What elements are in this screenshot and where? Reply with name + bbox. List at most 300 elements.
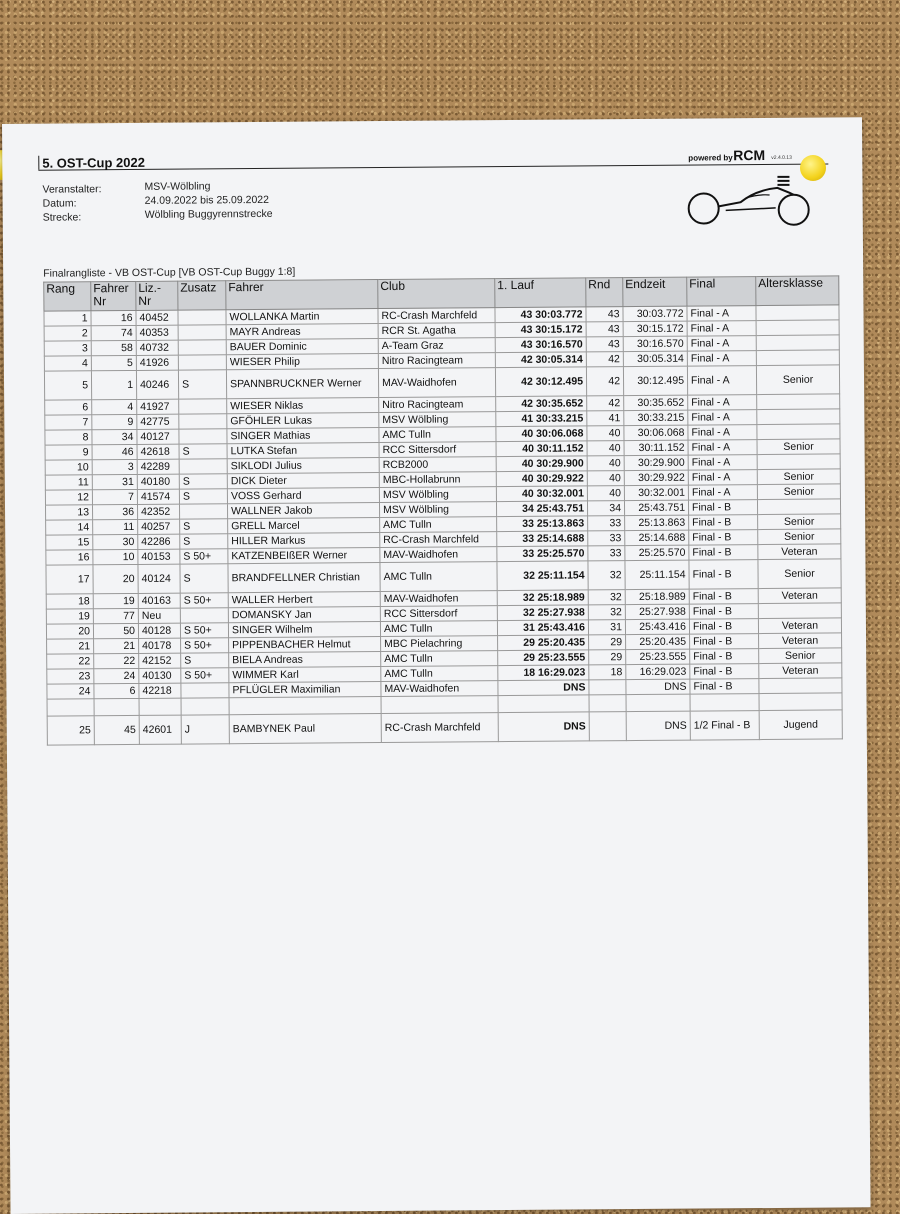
cell-fahrer: SPANNBRUCKNER Werner <box>226 369 378 399</box>
cell-club: AMC Tulln <box>381 651 498 667</box>
cell-fahrer-nr: 21 <box>94 638 139 653</box>
cell-altersklasse: Veteran <box>758 544 841 560</box>
cell-final: Final - A <box>688 425 757 441</box>
cell-club: MAV-Waidhofen <box>381 681 498 697</box>
cell-zusatz: S <box>180 534 228 549</box>
cell-liz-nr <box>139 698 181 715</box>
cell-rnd: 40 <box>587 471 624 486</box>
cell-rang: 11 <box>45 475 92 490</box>
cell-endzeit: 30:35.652 <box>624 395 688 411</box>
cell-altersklasse: Senior <box>758 559 841 589</box>
cell-altersklasse <box>756 320 839 336</box>
cell-fahrer-nr: 74 <box>91 325 136 340</box>
cell-fahrer: WIESER Niklas <box>227 398 379 414</box>
cell-fahrer: DICK Dieter <box>227 473 379 489</box>
cell-zusatz: S <box>180 519 228 534</box>
cell-liz-nr: 42218 <box>139 683 181 698</box>
cell-altersklasse: Jugend <box>759 710 842 740</box>
cell-rang: 24 <box>47 684 94 699</box>
cell-endzeit: 25:23.555 <box>626 649 690 665</box>
cell-rang: 16 <box>46 550 93 565</box>
cell-final: Final - B <box>688 500 757 516</box>
cell-lauf: 29 25:20.435 <box>498 635 589 651</box>
cell-altersklasse <box>757 409 840 425</box>
col-header-fahrer-nr: Fahrer Nr <box>91 281 136 310</box>
cell-rang: 7 <box>45 415 92 430</box>
cell-lauf: 40 30:29.900 <box>496 456 587 472</box>
cell-endzeit: 25:43.416 <box>625 619 689 635</box>
cell-endzeit: 25:20.435 <box>626 634 690 650</box>
col-header-fahrer: Fahrer <box>226 280 378 310</box>
cell-liz-nr: 40257 <box>138 519 180 534</box>
cell-fahrer: SIKLODI Julius <box>227 458 379 474</box>
cell-lauf: 43 30:15.172 <box>495 322 586 338</box>
cell-zusatz <box>180 608 228 623</box>
cell-final: 1/2 Final - B <box>690 711 759 741</box>
cell-rnd: 33 <box>588 516 625 531</box>
cell-fahrer: WIMMER Karl <box>229 667 381 683</box>
cell-fahrer: GFÖHLER Lukas <box>227 413 379 429</box>
cell-liz-nr: 41574 <box>137 489 179 504</box>
brand-name: RCM <box>733 147 766 164</box>
cell-rnd: 40 <box>587 456 624 471</box>
cell-altersklasse <box>756 335 839 351</box>
cell-fahrer-nr: 6 <box>94 683 139 698</box>
cell-rnd: 31 <box>588 620 625 635</box>
table-row <box>47 710 842 745</box>
cell-fahrer-nr: 45 <box>94 715 139 744</box>
cell-fahrer <box>229 697 381 715</box>
cell-endzeit: 30:05.314 <box>623 351 687 367</box>
cell-endzeit: 30:15.172 <box>623 321 687 337</box>
cell-fahrer-nr: 24 <box>94 668 139 683</box>
cell-fahrer-nr: 46 <box>92 444 137 459</box>
rc-buggy-logo-icon <box>685 168 815 229</box>
cell-final: Final - B <box>690 634 759 650</box>
cell-endzeit: 25:13.863 <box>625 515 689 531</box>
cell-zusatz <box>181 683 229 698</box>
cell-club: AMC Tulln <box>380 517 497 533</box>
cell-final: Final - A <box>688 455 757 471</box>
cell-rnd: 18 <box>589 665 626 680</box>
cell-fahrer-nr: 58 <box>91 340 136 355</box>
cell-club: AMC Tulln <box>381 666 498 682</box>
col-header-altersklasse: Altersklasse <box>756 276 839 306</box>
col-header-liz-nr: Liz.- Nr <box>136 281 178 310</box>
cell-liz-nr: 41927 <box>137 399 179 414</box>
cell-rang: 1 <box>44 311 91 326</box>
meta-label-track: Strecke: <box>42 211 82 224</box>
cell-altersklasse <box>757 424 840 440</box>
cell-final: Final - B <box>689 560 758 590</box>
cell-final: Final - A <box>688 410 757 426</box>
cell-final: Final - A <box>688 485 757 501</box>
cell-altersklasse <box>759 693 842 711</box>
col-header-zusatz: Zusatz <box>178 281 226 310</box>
cell-lauf: 32 25:18.989 <box>497 590 588 606</box>
cell-altersklasse: Senior <box>757 469 840 485</box>
cell-rang: 9 <box>45 445 92 460</box>
cell-endzeit: 30:12.495 <box>623 366 687 396</box>
cell-lauf: 29 25:23.555 <box>498 650 589 666</box>
cell-fahrer: PIPPENBACHER Helmut <box>229 637 381 653</box>
cell-final: Final - B <box>690 649 759 665</box>
cell-club: RCC Sittersdorf <box>379 442 496 458</box>
cell-liz-nr: 40128 <box>138 623 180 638</box>
cell-endzeit: 30:16.570 <box>623 336 687 352</box>
cell-fahrer: HILLER Markus <box>228 533 380 549</box>
cell-fahrer: BAUER Dominic <box>226 339 378 355</box>
powered-by-label: powered by <box>688 153 733 163</box>
cell-fahrer: WALLNER Jakob <box>227 503 379 519</box>
cell-lauf: 32 25:11.154 <box>497 561 588 591</box>
cell-zusatz: S 50+ <box>180 593 228 608</box>
cell-rnd: 42 <box>586 367 623 396</box>
meta-label-organizer: Veranstalter: <box>42 183 102 196</box>
cell-fahrer-nr: 3 <box>92 459 137 474</box>
cell-club: MAV-Waidhofen <box>380 547 497 563</box>
cell-rnd: 40 <box>587 486 624 501</box>
cell-rang: 3 <box>44 341 91 356</box>
cell-rnd: 40 <box>587 441 624 456</box>
cell-endzeit: DNS <box>626 679 690 695</box>
cell-liz-nr: 40732 <box>136 340 178 355</box>
cell-rnd <box>589 695 626 712</box>
cell-lauf: 41 30:33.215 <box>496 411 587 427</box>
cell-club: AMC Tulln <box>380 562 497 592</box>
cell-liz-nr: 40246 <box>136 370 178 399</box>
cell-fahrer: SINGER Mathias <box>227 428 379 444</box>
cell-zusatz: S <box>179 474 227 489</box>
cell-endzeit: 25:25.570 <box>625 545 689 561</box>
results-table <box>43 275 843 745</box>
cell-altersklasse: Veteran <box>759 633 842 649</box>
cell-altersklasse <box>757 454 840 470</box>
cell-fahrer: WIESER Philip <box>226 354 378 370</box>
cell-altersklasse: Veteran <box>758 588 841 604</box>
cell-final: Final - B <box>690 664 759 680</box>
cell-rang: 13 <box>45 505 92 520</box>
cell-club: MSV Wölbling <box>379 502 496 518</box>
cell-endzeit: 30:32.001 <box>624 485 688 501</box>
cell-fahrer-nr <box>94 698 139 715</box>
col-header-final: Final <box>687 277 756 307</box>
cell-club: Nitro Racingteam <box>379 397 496 413</box>
cell-liz-nr: 40124 <box>138 564 180 593</box>
cell-fahrer-nr: 7 <box>92 489 137 504</box>
cell-fahrer-nr: 1 <box>91 370 136 399</box>
cell-club: MBC Pielachring <box>381 636 498 652</box>
cell-fahrer-nr: 20 <box>93 564 138 593</box>
cell-lauf: 33 25:25.570 <box>497 546 588 562</box>
cell-altersklasse: Senior <box>757 439 840 455</box>
cell-rang: 25 <box>47 716 94 745</box>
cell-fahrer-nr: 19 <box>93 593 138 608</box>
cell-rnd: 33 <box>588 531 625 546</box>
cell-lauf: 40 30:06.068 <box>496 426 587 442</box>
cell-lauf: 40 30:29.922 <box>496 471 587 487</box>
cell-rnd: 29 <box>589 650 626 665</box>
cell-fahrer: PFLÜGLER Maximilian <box>229 682 381 698</box>
cell-fahrer: VOSS Gerhard <box>227 488 379 504</box>
cell-lauf: 33 25:14.688 <box>497 531 588 547</box>
cell-liz-nr: 40180 <box>137 474 179 489</box>
cell-lauf: 42 30:35.652 <box>496 396 587 412</box>
event-title: 5. OST-Cup 2022 <box>42 154 145 171</box>
cell-zusatz: S <box>180 564 228 593</box>
cell-fahrer-nr: 31 <box>92 474 137 489</box>
cell-rang: 12 <box>45 490 92 505</box>
cell-altersklasse: Senior <box>758 514 841 530</box>
cell-fahrer-nr: 34 <box>92 429 137 444</box>
cell-rang: 23 <box>47 669 94 684</box>
cell-liz-nr: 40130 <box>139 668 181 683</box>
cell-endzeit: 30:06.068 <box>624 425 688 441</box>
cell-altersklasse: Senior <box>757 484 840 500</box>
cell-altersklasse: Senior <box>758 529 841 545</box>
cell-liz-nr: 40163 <box>138 593 180 608</box>
cell-rnd: 32 <box>588 605 625 620</box>
cell-altersklasse: Senior <box>756 365 839 395</box>
cell-rnd: 42 <box>586 352 623 367</box>
cell-zusatz <box>178 355 226 370</box>
cell-altersklasse <box>757 499 840 515</box>
cell-rang <box>47 699 94 716</box>
cell-lauf: 43 30:16.570 <box>495 337 586 353</box>
cell-club: RC-Crash Marchfeld <box>378 308 495 324</box>
cell-endzeit: 30:11.152 <box>624 440 688 456</box>
results-sheet <box>2 117 871 1214</box>
cell-rang: 17 <box>46 565 93 594</box>
cell-zusatz: S <box>178 370 226 399</box>
cell-zusatz <box>179 399 227 414</box>
cell-liz-nr: 42289 <box>137 459 179 474</box>
cell-lauf: 32 25:27.938 <box>497 605 588 621</box>
cell-liz-nr: 42152 <box>139 653 181 668</box>
cell-rang: 10 <box>45 460 92 475</box>
cell-club: MAV-Waidhofen <box>380 591 497 607</box>
cell-final: Final - A <box>688 395 757 411</box>
cell-altersklasse: Senior <box>759 648 842 664</box>
cell-club: MAV-Waidhofen <box>378 368 495 398</box>
cell-zusatz: S 50+ <box>181 638 229 653</box>
cell-fahrer-nr: 77 <box>93 608 138 623</box>
cell-rnd: 40 <box>587 426 624 441</box>
cell-endzeit: 25:18.989 <box>625 589 689 605</box>
cell-liz-nr: 40353 <box>136 325 178 340</box>
cell-fahrer-nr: 22 <box>94 653 139 668</box>
cell-club: AMC Tulln <box>380 621 497 637</box>
cell-club: AMC Tulln <box>379 427 496 443</box>
cell-fahrer: LUTKA Stefan <box>227 443 379 459</box>
cell-club: RC-Crash Marchfeld <box>381 713 498 743</box>
col-header-rnd: Rnd <box>586 278 623 307</box>
cell-final: Final - A <box>687 321 756 337</box>
cell-endzeit: 25:43.751 <box>624 500 688 516</box>
cell-zusatz <box>179 459 227 474</box>
cell-fahrer-nr: 36 <box>92 504 137 519</box>
cell-liz-nr: 42775 <box>137 414 179 429</box>
cell-fahrer: DOMANSKY Jan <box>228 607 380 623</box>
cell-endzeit: 30:29.922 <box>624 470 688 486</box>
cell-liz-nr: 40127 <box>137 429 179 444</box>
cell-zusatz: J <box>181 715 229 744</box>
cell-rnd <box>589 712 626 741</box>
cell-final: Final - B <box>689 545 758 561</box>
cell-zusatz <box>178 310 226 325</box>
cell-fahrer-nr: 16 <box>91 310 136 325</box>
cell-liz-nr: 42352 <box>137 504 179 519</box>
cell-club: RCB2000 <box>379 457 496 473</box>
cell-zusatz: S <box>179 444 227 459</box>
cell-endzeit: 25:11.154 <box>625 560 689 590</box>
cell-rnd: 41 <box>587 411 624 426</box>
cell-zusatz <box>179 504 227 519</box>
cell-zusatz <box>178 340 226 355</box>
cell-fahrer: WALLER Herbert <box>228 592 380 608</box>
cell-rnd: 42 <box>587 396 624 411</box>
cell-fahrer: GRELL Marcel <box>228 518 380 534</box>
cell-zusatz <box>179 414 227 429</box>
cell-endzeit: DNS <box>626 711 690 741</box>
cell-club: MBC-Hollabrunn <box>379 472 496 488</box>
cell-lauf: 40 30:11.152 <box>496 441 587 457</box>
cell-rang: 18 <box>46 594 93 609</box>
cell-lauf: DNS <box>498 712 589 742</box>
cell-rnd: 43 <box>586 322 623 337</box>
cell-rang: 14 <box>46 520 93 535</box>
cell-liz-nr: 42618 <box>137 444 179 459</box>
cell-fahrer-nr: 5 <box>91 355 136 370</box>
cell-lauf: 42 30:12.495 <box>495 367 586 397</box>
cell-club: MSV Wölbling <box>379 412 496 428</box>
cell-endzeit: 30:29.900 <box>624 455 688 471</box>
cell-liz-nr: 40178 <box>139 638 181 653</box>
cell-fahrer: WOLLANKA Martin <box>226 309 378 325</box>
cell-club: RC-Crash Marchfeld <box>380 532 497 548</box>
cell-rang: 15 <box>46 535 93 550</box>
col-header-lauf: 1. Lauf <box>495 278 586 308</box>
cell-fahrer-nr: 50 <box>93 623 138 638</box>
cell-fahrer-nr: 11 <box>93 519 138 534</box>
cell-altersklasse <box>758 603 841 619</box>
cell-rnd: 34 <box>587 501 624 516</box>
cell-lauf: 33 25:13.863 <box>497 516 588 532</box>
cell-altersklasse: Veteran <box>758 618 841 634</box>
cell-final: Final - B <box>689 589 758 605</box>
cell-club: RCC Sittersdorf <box>380 606 497 622</box>
cell-rang: 6 <box>45 400 92 415</box>
cell-fahrer: SINGER Wilhelm <box>228 622 380 638</box>
cell-lauf: 34 25:43.751 <box>496 501 587 517</box>
cell-rang: 2 <box>44 326 91 341</box>
cell-fahrer-nr: 4 <box>92 399 137 414</box>
cell-fahrer: BRANDFELLNER Christian <box>228 563 380 593</box>
software-version: v2.4.0.13 <box>771 154 792 161</box>
cell-final: Final - B <box>689 530 758 546</box>
cell-final: Final - B <box>690 679 759 695</box>
cell-rang: 20 <box>46 624 93 639</box>
col-header-club: Club <box>378 279 495 309</box>
cell-rnd: 43 <box>586 337 623 352</box>
push-pin-right <box>800 155 826 181</box>
cell-rnd: 29 <box>589 635 626 650</box>
cell-final: Final - A <box>688 470 757 486</box>
cell-rnd: 32 <box>588 590 625 605</box>
cell-lauf <box>498 695 589 713</box>
cell-fahrer-nr: 10 <box>93 549 138 564</box>
cell-zusatz <box>178 325 226 340</box>
cell-zusatz: S 50+ <box>181 668 229 683</box>
cell-club: MSV Wölbling <box>379 487 496 503</box>
cell-final <box>690 694 759 712</box>
cell-club: Nitro Racingteam <box>378 353 495 369</box>
cell-fahrer: BAMBYNEK Paul <box>229 714 381 744</box>
cell-liz-nr: 42286 <box>138 534 180 549</box>
cell-liz-nr: Neu <box>138 608 180 623</box>
list-title: Finalrangliste - VB OST-Cup [VB OST-Cup Buggy 1:8] <box>43 265 296 280</box>
cell-final: Final - B <box>689 515 758 531</box>
cell-zusatz <box>181 698 229 715</box>
meta-value-organizer: MSV-Wölbling <box>144 180 211 193</box>
cell-zusatz: S 50+ <box>180 623 228 638</box>
cell-zusatz: S 50+ <box>180 549 228 564</box>
cell-club: A-Team Graz <box>378 338 495 354</box>
cell-endzeit: 16:29.023 <box>626 664 690 680</box>
cell-altersklasse <box>756 305 839 321</box>
cell-lauf: 42 30:05.314 <box>495 352 586 368</box>
cell-rang: 21 <box>47 639 94 654</box>
cell-fahrer: KATZENBEIßER Werner <box>228 548 380 564</box>
cell-rnd: 33 <box>588 546 625 561</box>
col-header-endzeit: Endzeit <box>623 277 687 307</box>
cell-final: Final - A <box>688 440 757 456</box>
cell-rang: 5 <box>44 371 91 400</box>
meta-label-date: Datum: <box>42 197 77 210</box>
cell-final: Final - A <box>687 351 756 367</box>
cell-lauf: 18 16:29.023 <box>498 665 589 681</box>
cell-liz-nr: 41926 <box>136 355 178 370</box>
cell-altersklasse <box>757 394 840 410</box>
cell-rnd: 43 <box>586 307 623 322</box>
cell-altersklasse: Veteran <box>759 663 842 679</box>
cell-liz-nr: 40153 <box>138 549 180 564</box>
cell-fahrer: MAYR Andreas <box>226 324 378 340</box>
cell-endzeit <box>626 694 690 712</box>
cell-altersklasse <box>759 678 842 694</box>
col-header-rang: Rang <box>44 282 91 311</box>
cell-rang: 8 <box>45 430 92 445</box>
cell-fahrer: BIELA Andreas <box>229 652 381 668</box>
cell-endzeit: 25:27.938 <box>625 604 689 620</box>
cell-liz-nr: 42601 <box>139 715 181 744</box>
cell-endzeit: 25:14.688 <box>625 530 689 546</box>
cell-final: Final - A <box>687 336 756 352</box>
cell-fahrer-nr: 30 <box>93 534 138 549</box>
cell-endzeit: 30:03.772 <box>623 306 687 322</box>
meta-value-date: 24.09.2022 bis 25.09.2022 <box>144 193 270 207</box>
cell-rang: 4 <box>44 356 91 371</box>
cell-lauf: 31 25:43.416 <box>497 620 588 636</box>
cell-zusatz: S <box>181 653 229 668</box>
cell-rang: 22 <box>47 654 94 669</box>
cell-final: Final - A <box>687 366 756 396</box>
cell-rnd <box>589 680 626 695</box>
cell-endzeit: 30:33.215 <box>624 410 688 426</box>
cell-lauf: 43 30:03.772 <box>495 307 586 323</box>
cell-rang: 19 <box>46 609 93 624</box>
cell-final: Final - B <box>689 604 758 620</box>
